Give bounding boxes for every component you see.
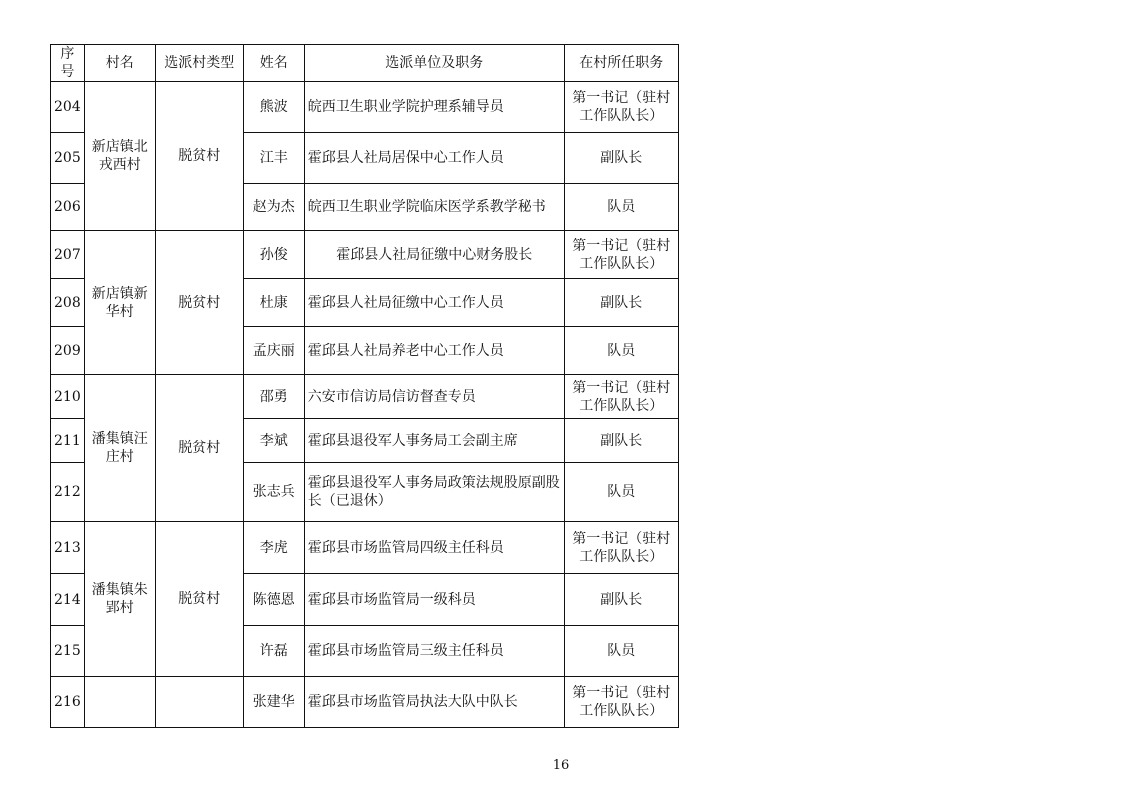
cell-name: 陈德恩 (243, 574, 304, 626)
cell-name: 李斌 (243, 419, 304, 463)
cell-unit: 霍邱县人社局征缴中心财务股长 (304, 231, 564, 279)
cell-role: 队员 (564, 626, 678, 677)
cell-name: 许磊 (243, 626, 304, 677)
cell-no: 208 (51, 279, 85, 327)
cell-no: 206 (51, 184, 85, 231)
cell-unit: 霍邱县市场监管局四级主任科员 (304, 522, 564, 574)
cell-role: 第一书记（驻村工作队队长） (564, 375, 678, 419)
cell-no: 214 (51, 574, 85, 626)
cell-village-type: 脱贫村 (155, 231, 243, 375)
cell-no: 213 (51, 522, 85, 574)
cell-village-type: 脱贫村 (155, 522, 243, 677)
cell-village (84, 677, 155, 728)
cell-unit: 皖西卫生职业学院临床医学系教学秘书 (304, 184, 564, 231)
header-name: 姓名 (243, 45, 304, 82)
table-row (51, 82, 679, 133)
cell-role: 副队长 (564, 279, 678, 327)
cell-role: 副队长 (564, 133, 678, 184)
cell-unit: 霍邱县市场监管局三级主任科员 (304, 626, 564, 677)
cell-village-type (155, 677, 243, 728)
cell-role: 队员 (564, 463, 678, 522)
cell-name: 熊波 (243, 82, 304, 133)
cell-no: 204 (51, 82, 85, 133)
table-row (51, 522, 679, 574)
cell-no: 210 (51, 375, 85, 419)
table-row (51, 231, 679, 279)
cell-village: 潘集镇汪庄村 (84, 375, 155, 522)
cell-role: 第一书记（驻村工作队队长） (564, 677, 678, 728)
cell-role: 第一书记（驻村工作队队长） (564, 82, 678, 133)
header-role: 在村所任职务 (564, 45, 678, 82)
page-number: 16 (552, 758, 570, 773)
header-no: 序号 (51, 45, 85, 82)
cell-unit: 六安市信访局信访督查专员 (304, 375, 564, 419)
cell-unit: 霍邱县退役军人事务局政策法规股原副股长（已退休） (304, 463, 564, 522)
header-unit: 选派单位及职务 (304, 45, 564, 82)
cell-role: 副队长 (564, 574, 678, 626)
cell-role: 第一书记（驻村工作队队长） (564, 522, 678, 574)
header-village: 村名 (84, 45, 155, 82)
cell-unit: 霍邱县市场监管局一级科员 (304, 574, 564, 626)
cell-role: 副队长 (564, 419, 678, 463)
cell-unit: 霍邱县人社局养老中心工作人员 (304, 327, 564, 375)
cell-role: 队员 (564, 327, 678, 375)
header-type: 选派村类型 (155, 45, 243, 82)
cell-role: 队员 (564, 184, 678, 231)
header-row (51, 45, 679, 82)
cell-name: 孙俊 (243, 231, 304, 279)
table-row (51, 677, 679, 728)
cell-unit: 皖西卫生职业学院护理系辅导员 (304, 82, 564, 133)
cell-village: 潘集镇朱郢村 (84, 522, 155, 677)
cell-name: 孟庆丽 (243, 327, 304, 375)
cell-name: 邵勇 (243, 375, 304, 419)
cell-no: 205 (51, 133, 85, 184)
cell-name: 张志兵 (243, 463, 304, 522)
cell-name: 杜康 (243, 279, 304, 327)
cell-name: 江丰 (243, 133, 304, 184)
cell-no: 212 (51, 463, 85, 522)
cell-no: 207 (51, 231, 85, 279)
cell-name: 张建华 (243, 677, 304, 728)
personnel-table (50, 44, 679, 728)
cell-role: 第一书记（驻村工作队队长） (564, 231, 678, 279)
table-row (51, 375, 679, 419)
cell-unit: 霍邱县人社局居保中心工作人员 (304, 133, 564, 184)
cell-village: 新店镇新华村 (84, 231, 155, 375)
cell-village-type: 脱贫村 (155, 375, 243, 522)
cell-no: 209 (51, 327, 85, 375)
cell-no: 215 (51, 626, 85, 677)
cell-village-type: 脱贫村 (155, 82, 243, 231)
cell-name: 李虎 (243, 522, 304, 574)
cell-village: 新店镇北戎西村 (84, 82, 155, 231)
cell-no: 211 (51, 419, 85, 463)
cell-unit: 霍邱县人社局征缴中心工作人员 (304, 279, 564, 327)
cell-no: 216 (51, 677, 85, 728)
cell-unit: 霍邱县市场监管局执法大队中队长 (304, 677, 564, 728)
cell-unit: 霍邱县退役军人事务局工会副主席 (304, 419, 564, 463)
cell-name: 赵为杰 (243, 184, 304, 231)
